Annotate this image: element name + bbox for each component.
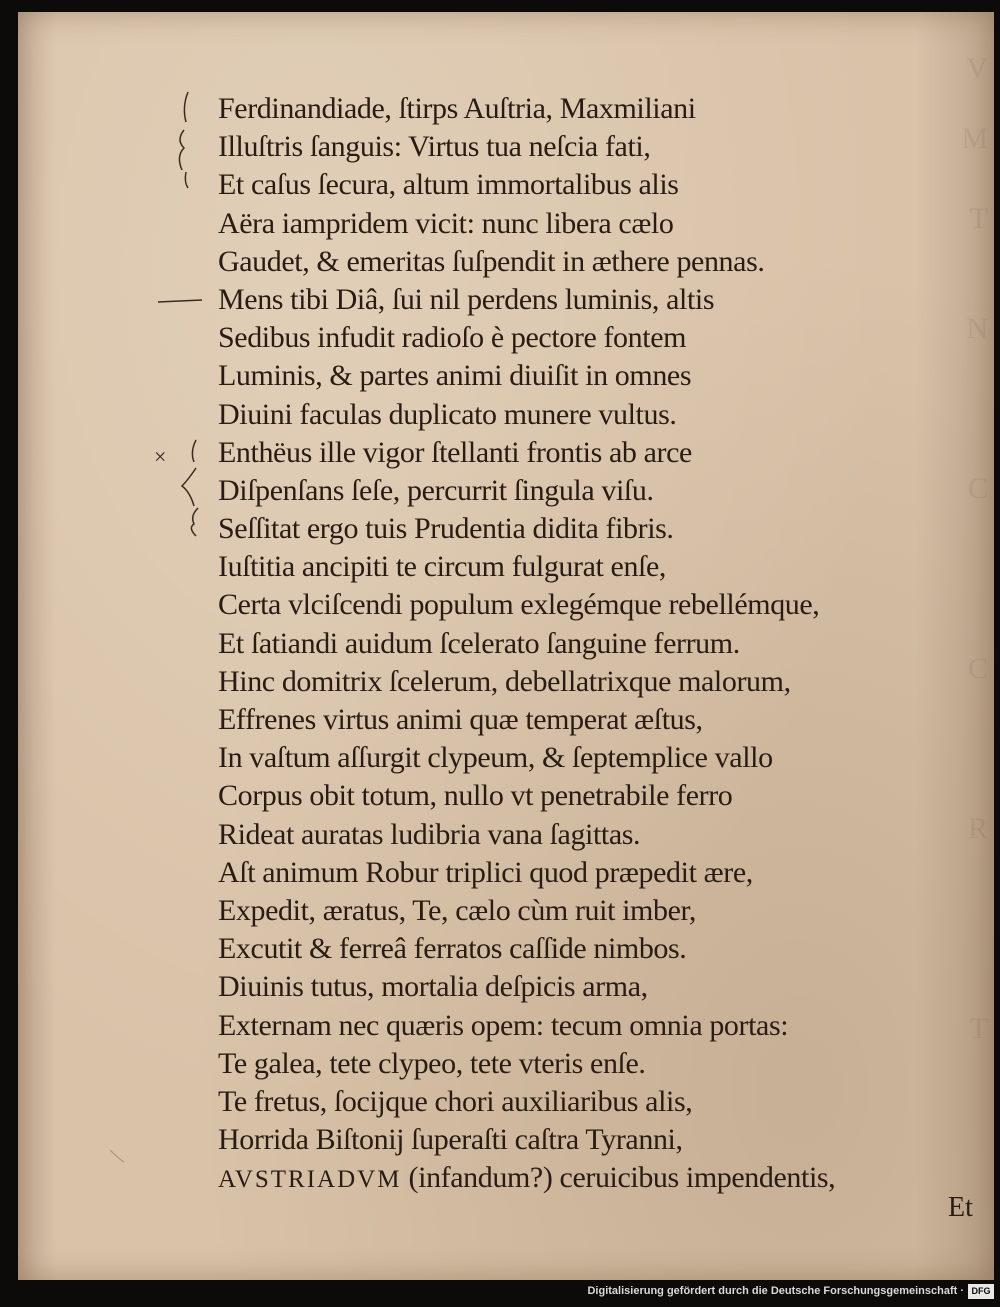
verse-line: Rideat auratas ludibria vana ſagittas. [218,817,641,851]
verse-line: Sedibus infudit radioſo è pectore fontem [218,321,687,355]
verse-line: Aëra iampridem vicit: nunc libera cælo [218,206,674,240]
verse-line: Illuſtris ſanguis: Virtus tua neſcia fati, [218,130,651,164]
dfg-logo-icon: DFG [968,1284,994,1299]
verse-line: Hinc domitrix ſcelerum, debellatrixque malorum, [218,664,791,698]
digitization-footer [0,1280,1000,1307]
verse-line: In vaſtum aſſurgit clypeum, & ſeptemplice vallo [218,741,773,775]
catchword: Et [948,1192,973,1223]
margin-tick-mark [185,172,188,188]
book-page [18,12,994,1280]
margin-bracket-mark [184,92,188,122]
verse-line: Et caſus ſecura, altum immortalibus alis [218,168,679,202]
paper-stain [110,1150,124,1162]
verse-line: Corpus obit totum, nullo vt penetrabile ferro [218,779,733,813]
verse-line: Externam nec quæris opem: tecum omnia portas: [218,1008,789,1042]
margin-bracket-mark [192,440,196,462]
verse-line: Horrida Biſtonij ſuperaſti caſtra Tyranni, [218,1123,683,1157]
verse-line: Te fretus, ſocijque chori auxiliaribus alis, [218,1084,693,1118]
verse-line: Diuinis tutus, mortalia deſpicis arma, [218,970,648,1004]
show-through-text: V [966,52,988,85]
verse-line: Expedit, æratus, Te, cælo cùm ruit imber, [218,893,696,927]
show-through-text: C [967,472,988,505]
show-through-text: T [969,1012,988,1045]
verse-line: Excutit & ferreâ ferratos caſſide nimbos. [218,932,687,966]
show-through-text: C [967,652,988,685]
verse-line: Certa vlciſcendi populum exlegémque rebellémque, [218,588,820,622]
funding-notice: Digitalisierung gefördert durch die Deutsche Forschungsgemeinschaft · [587,1285,964,1297]
margin-brace-mark [182,468,196,506]
verse-line: Effrenes virtus animi quæ temperat æſtus, [218,703,703,736]
verse-line: Gaudet, & emeritas ſuſpendit in æthere pennas. [218,244,765,278]
verse-line: Ferdinandiade, ſtirps Auſtria, Maxmiliani [218,92,696,125]
verse-line: Iuſtitia ancipiti te circum fulgurat enſe, [218,550,667,584]
verse-line-rest: (infandum?) ceruicibus impendentis, [401,1161,836,1195]
margin-brace-mark [179,130,184,170]
verse-line: Diſpenſans ſeſe, percurrit ſingula viſu. [218,473,654,507]
show-through-text: M [961,122,988,155]
margin-brace-mark [191,508,198,536]
show-through-text: T [969,202,988,235]
verse-line: Mens tibi Diâ, ſui nil perdens luminis, altis [218,282,715,316]
show-through-text: N [966,312,988,345]
show-through-text: R [967,812,988,845]
verse-line: Te galea, tete clypeo, tete vteris enſe. [218,1046,646,1080]
margin-cross-mark: × [154,444,167,469]
verse-line-last [218,1159,978,1197]
poem-verse-lines [218,90,978,1197]
margin-underline-mark [158,300,202,302]
small-caps-word: AVSTRIADVM [218,1166,402,1194]
verse-line: Enthëus ille vigor ſtellanti frontis ab arce [218,435,692,469]
verse-line: Aſt animum Robur triplici quod præpedit ære, [218,855,753,889]
verse-line: Diuini faculas duplicato munere vultus. [218,397,677,431]
verse-line: Et ſatiandi auidum ſcelerato ſanguine ferrum. [218,626,740,660]
verse-line: Seſſitat ergo tuis Prudentia didita fibris. [218,512,674,546]
verse-line: Luminis, & partes animi diuiſit in omnes [218,359,692,393]
